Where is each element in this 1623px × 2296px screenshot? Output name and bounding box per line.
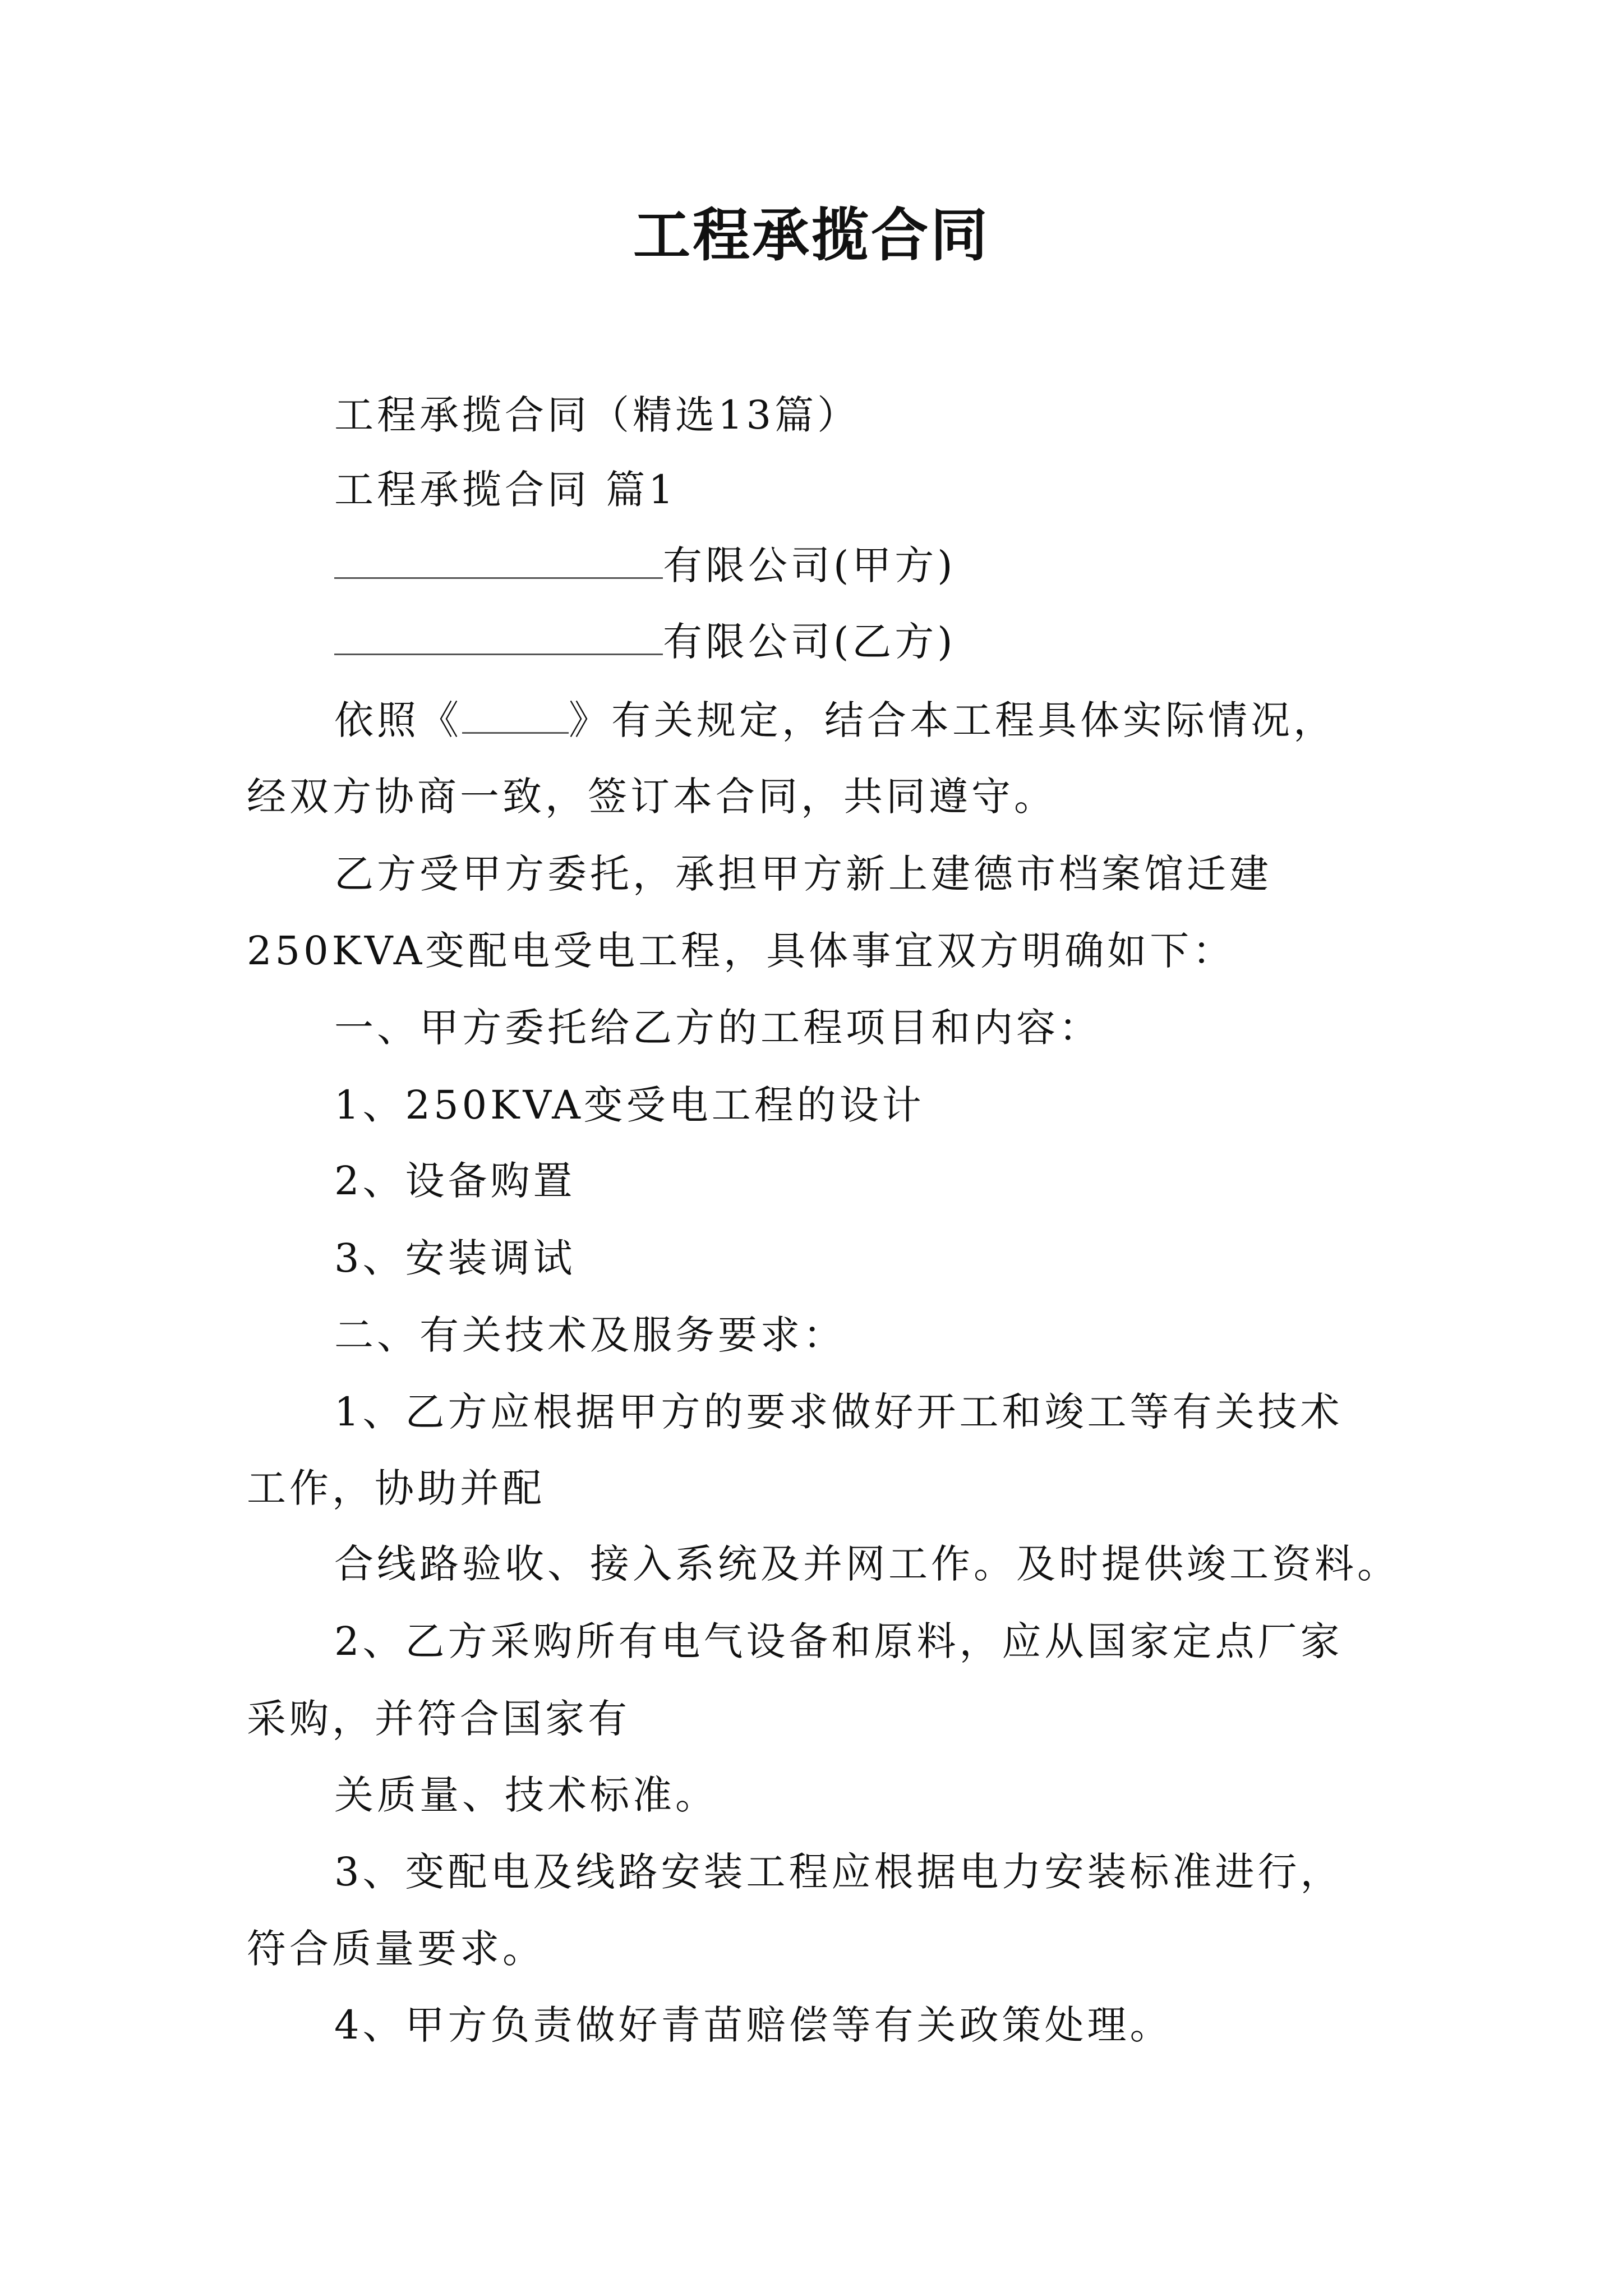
party-a-line <box>334 537 956 593</box>
paragraph-1-line-1 <box>334 692 1336 748</box>
paragraph-1-pre: 依照《 <box>334 697 462 743</box>
paragraph-1-post: 》有关规定，结合本工程具体实际情况， <box>569 697 1336 743</box>
subtitle-line: 工程承揽合同（精选13篇） <box>334 392 860 438</box>
section-1-item-2: 2、设备购置 <box>334 1158 576 1204</box>
section-2-item-1-line-3: 合线路验收、接入系统及并网工作。及时提供竣工资料。 <box>334 1541 1400 1587</box>
section-2-item-3-line-2: 符合质量要求。 <box>247 1926 545 1972</box>
party-b-line <box>334 614 956 670</box>
paragraph-2-line-1: 乙方受甲方委托，承担甲方新上建德市档案馆迁建 <box>334 851 1272 897</box>
party-a-label: 有限公司(甲方) <box>663 542 956 588</box>
section-2-item-1-line-2: 工作，协助并配 <box>247 1465 545 1511</box>
chapter-heading: 工程承揽合同 篇1 <box>334 467 677 513</box>
section-2-item-4: 4、甲方负责做好青苗赔偿等有关政策处理。 <box>334 2002 1173 2048</box>
section-1-item-3: 3、安装调试 <box>334 1235 576 1281</box>
section-2-item-2-line-1: 2、乙方采购所有电气设备和原料，应从国家定点厂家 <box>334 1618 1343 1664</box>
party-b-blank <box>334 619 663 655</box>
section-1-heading: 一、甲方委托给乙方的工程项目和内容： <box>334 1005 1101 1051</box>
party-b-label: 有限公司(乙方) <box>663 619 956 665</box>
paragraph-1-line-2: 经双方协商一致，签订本合同，共同遵守。 <box>247 774 1057 820</box>
party-a-blank <box>334 542 663 579</box>
paragraph-2-line-2: 250KVA变配电受电工程，具体事宜双方明确如下： <box>247 928 1235 974</box>
section-2-item-2-line-2: 采购，并符合国家有 <box>247 1696 630 1742</box>
law-name-blank <box>462 697 569 734</box>
section-2-item-2-line-3: 关质量、技术标准。 <box>334 1772 718 1818</box>
section-2-item-1-line-1: 1、乙方应根据甲方的要求做好开工和竣工等有关技术 <box>334 1389 1343 1435</box>
section-1-item-1: 1、250KVA变受电工程的设计 <box>334 1082 925 1128</box>
section-2-item-3-line-1: 3、变配电及线路安装工程应根据电力安装标准进行， <box>334 1849 1343 1895</box>
document-title: 工程承揽合同 <box>633 202 990 269</box>
section-2-heading: 二、有关技术及服务要求： <box>334 1312 846 1358</box>
